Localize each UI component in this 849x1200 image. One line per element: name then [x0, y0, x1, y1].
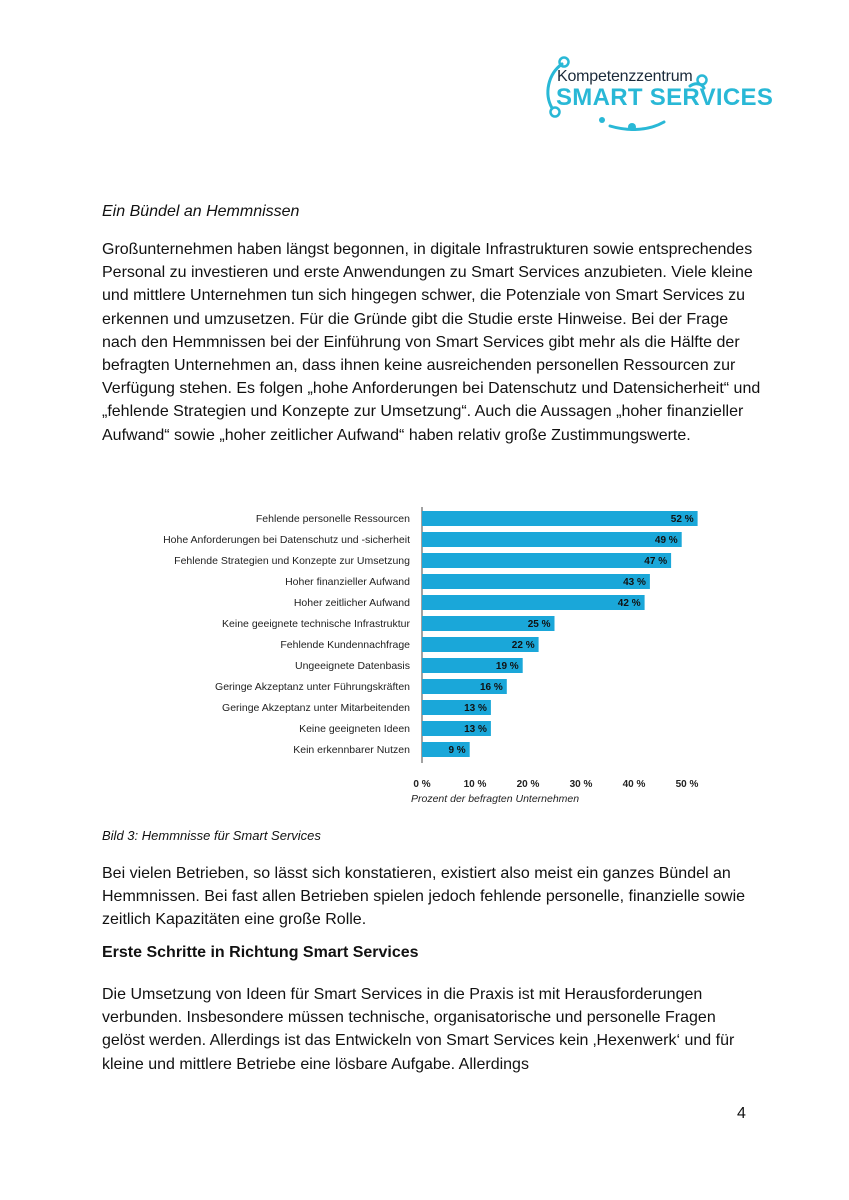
category-label: Geringe Akzeptanz unter Führungskräften: [215, 681, 410, 693]
category-label: Keine geeigneten Ideen: [299, 723, 410, 735]
page-number: 4: [737, 1105, 746, 1122]
bar-value-label: 22 %: [511, 640, 535, 651]
x-axis-title: Prozent der befragten Unternehmen: [411, 793, 580, 805]
x-tick-label: 40 %: [622, 779, 646, 790]
bar-value-label: 16 %: [480, 682, 503, 693]
category-label: Fehlende Kundennachfrage: [280, 639, 410, 651]
x-tick-label: 30 %: [569, 779, 593, 790]
bar-value-label: 49 %: [654, 535, 678, 546]
bar: [422, 553, 671, 568]
category-label: Keine geeignete technische Infrastruktur: [222, 618, 410, 630]
body-paragraph: Bei vielen Betrieben, so lässt sich konstatieren, existiert also meist ein ganzes Bündel an Hemmnissen. Bei fast allen Betrieben spielen jedoch fehlende personelle, finanzielle sowie zeitlich Kapazitäten eine große Rolle.: [102, 865, 746, 929]
body-paragraph: Großunternehmen haben längst begonnen, in digitale Infrastrukturen sowie entsprechendes Personal zu investieren und erste Anwendungen zu Smart Services anzubieten. Viele kleine und mittlere Unternehmen tun sich hingegen schwer, die Potenziale von Smart Services zu erkennen und umzusetzen. Für die Gründe gibt die Studie erste Hinweise. Bei der Frage nach den Hemmnissen bei der Einführung von Smart Services gibt mehr als die Hälfte der befragten Unternehmen an, dass ihnen keine ausreichenden personellen Ressourcen zur Verfügung stehen. Es folgen „hohe Anforderungen bei Datenschutz und Datensicherheit“ und „fehlende Strategien und Konzepte zur Umsetzung“. Auch die Aussagen „hoher finanzieller Aufwand“ sowie „hoher zeitlicher Aufwand“ haben relativ große Zustimmungswerte.: [102, 241, 761, 444]
x-tick-label: 20 %: [516, 779, 540, 790]
bar: [422, 532, 682, 547]
bar: [422, 574, 650, 589]
bar-value-label: 42 %: [617, 598, 641, 609]
section-title: Ein Bündel an Hemmnissen: [102, 203, 300, 220]
bar-value-label: 9 %: [448, 745, 466, 756]
category-label: Fehlende personelle Ressourcen: [255, 513, 410, 525]
category-label: Hoher zeitlicher Aufwand: [293, 597, 410, 609]
bar: [422, 511, 698, 526]
category-label: Hoher finanzieller Aufwand: [285, 576, 410, 588]
category-label: Fehlende Strategien und Konzepte zur Umsetzung: [174, 555, 410, 567]
bar-value-label: 13 %: [464, 724, 487, 735]
logo-line2: SMART SERVICES: [556, 84, 774, 111]
bar-value-label: 25 %: [527, 619, 551, 630]
category-label: Kein erkennbarer Nutzen: [293, 744, 410, 756]
category-label: Geringe Akzeptanz unter Mitarbeitenden: [222, 702, 410, 714]
logo-line1: Kompetenzzentrum: [557, 68, 693, 85]
section-heading: Erste Schritte in Richtung Smart Services: [102, 944, 419, 961]
hemmnisse-bar-chart: [140, 496, 720, 808]
bar-value-label: 19 %: [495, 661, 519, 672]
figure-caption: Bild 3: Hemmnisse für Smart Services: [102, 828, 321, 843]
x-tick-label: 50 %: [675, 779, 699, 790]
x-tick-label: 10 %: [463, 779, 487, 790]
bar: [422, 595, 645, 610]
bar-value-label: 47 %: [644, 556, 668, 567]
body-paragraph: Die Umsetzung von Ideen für Smart Services in die Praxis ist mit Herausforderungen verbunden. Insbesondere müssen technische, organisatorische und personelle Fragen gelöst werden. Allerdings ist das Entwickeln von Smart Services kein ‚Hexenwerk‘ und für kleine und mittlere Betriebe eine lösbare Aufgabe. Allerdings: [102, 986, 735, 1073]
x-tick-label: 0 %: [413, 779, 431, 790]
bar-value-label: 13 %: [464, 703, 487, 714]
bar-value-label: 43 %: [623, 577, 646, 588]
bar-value-label: 52 %: [670, 514, 694, 525]
category-label: Ungeeignete Datenbasis: [295, 660, 410, 672]
category-label: Hohe Anforderungen bei Datenschutz und -sicherheit: [163, 534, 410, 546]
